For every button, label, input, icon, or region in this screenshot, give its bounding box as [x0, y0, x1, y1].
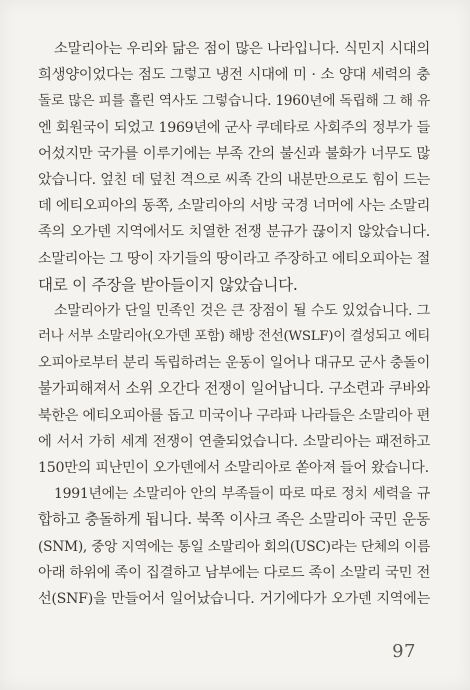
text-line: 희생양이었다는 점도 그렇고 냉전 시대에 미 · 소 양대 세력의 충: [38, 67, 430, 84]
text-line: 에 서서 가히 세계 전쟁이 연출되었습니다. 소말리아는 패전하고: [38, 433, 430, 450]
text-line: 족의 오가덴 지역에서도 치열한 전쟁 분규가 끊이지 않았습니다.: [38, 224, 430, 241]
text-line: 아래 하위에 족이 집결하고 남부에는 다로드 족이 소말리 국민 전: [38, 564, 430, 581]
text-line: 소말리아는 우리와 닮은 점이 많은 나라입니다. 식민지 시대의: [54, 41, 430, 57]
body-text: [38, 36, 430, 612]
text-line: 1991년에는 소말리아 안의 부족들이 따로 따로 정치 세력을 규: [54, 486, 430, 503]
text-line: 소말리아가 단일 민족인 것은 큰 장점이 될 수도 있었습니다. 그: [54, 302, 430, 319]
text-line: 소말리아는 그 땅이 자기들의 땅이라고 주장하고 에티오피아는 절: [38, 250, 430, 267]
page-number: 97: [392, 641, 416, 662]
text-line: 러나 서부 소말리아(오가덴 포함) 해방 전선(WSLF)이 결성되고 에티: [38, 329, 430, 345]
text-line: 대로 이 주장을 받아들이지 않았습니다.: [38, 275, 298, 294]
text-line: 합하고 충돌하게 됩니다. 북쪽 이사크 족은 소말리아 국민 운동: [38, 511, 430, 529]
text-line: 어섰지만 국가를 이루기에는 부족 간의 불신과 불화가 너무도 많: [38, 145, 430, 162]
text-line: 엔 회원국이 되었고 1969년에 군사 쿠데타로 사회주의 정부가 들: [38, 119, 430, 136]
text-line: 데 에티오피아의 동쪽, 소말리아의 서방 국경 너머에 사는 소말리: [38, 198, 430, 215]
text-line: 선(SNF)을 만들어서 일어났습니다. 거기에다가 오가덴 지역에는: [38, 590, 430, 607]
text-line: 돌로 많은 피를 흘린 역사도 그렇습니다. 1960년에 독립해 그 해 유: [38, 93, 430, 110]
text-line: 북한은 에티오피아를 돕고 미국이나 구라파 나라들은 소말리아 편: [38, 407, 430, 424]
text-line: 불가피해져서 소위 오간다 전쟁이 일어납니다. 구소련과 쿠바와: [38, 380, 430, 398]
text-line: 았습니다. 엎친 데 덮친 격으로 씨족 간의 내분만으로도 힘이 드는: [38, 171, 430, 188]
text-line: 150만의 피난민이 오가덴에서 소말리아로 쏟아져 들어 왔습니다.: [38, 460, 429, 476]
text-line: 오피아로부터 분리 독립하려는 운동이 일어나 대규모 군사 충돌이: [38, 355, 430, 372]
text-line: (SNM), 중앙 지역에는 통일 소말리아 회의(USC)라는 단체의 이름: [38, 538, 430, 555]
